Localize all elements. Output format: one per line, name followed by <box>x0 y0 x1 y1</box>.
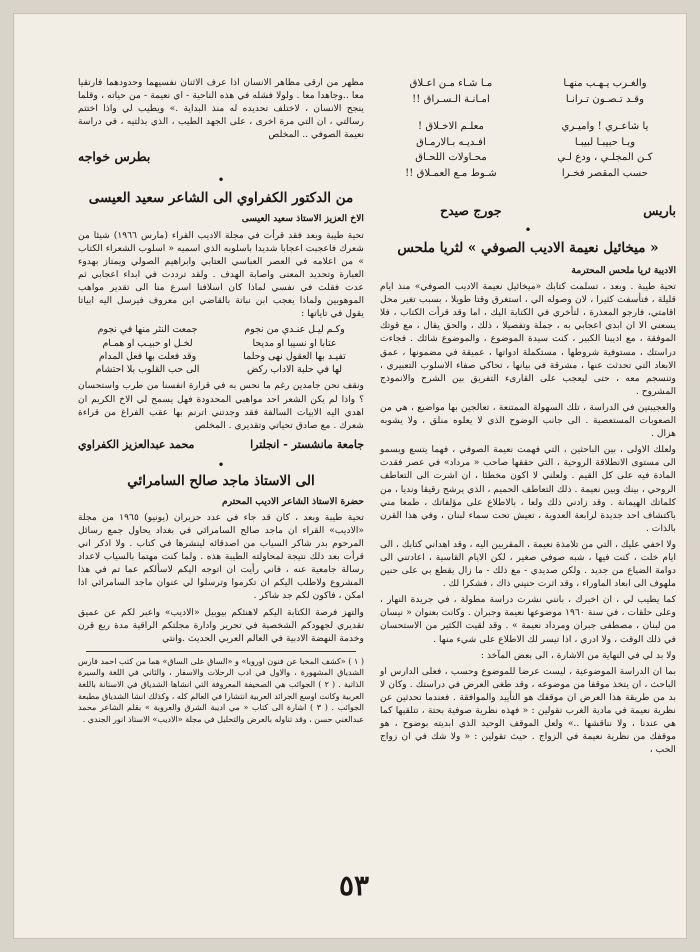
poem-verse: يا شاعـري ! واميـري <box>561 121 649 132</box>
footnotes: ( ١ ) «كشف المخبا عن فنون اوروبا» و «الساق على الساق» هما من كتب احمد فارس الشدياق المشهورة ، والاول في ادب الرحلات والاسفار ، والثاني في اللغة والسيرة الذاتية . ( ٢ ) الجوائب هي الصحيفة المعروفة التي انشاها الشدياق في الاستانة باللغة العربية وكانت اوسع الجرائد العربية انتشارا في العالم كله ، وكذلك انشا الشدياق مطبعة الجوائب . ( ٣ ) اشارة الى كتاب « مي اديبة الشرق والعروبة » بقلم الشاعر محمد عبدالغني حسن ، وقد تناوله بالعرض والتحليل في مجلة «الاديب» الاستاذ انور الجندي . <box>78 656 364 724</box>
page-number: ٥٣ <box>338 869 370 902</box>
poem-verse: حسب المقصر فخـرا <box>561 167 649 179</box>
salutation: الاخ العزيز الاستاذ سعيد العيسى <box>241 213 364 225</box>
poem-verse: الى حب القلوب بلا احتشام <box>95 364 200 376</box>
body-paragraph: ونقف نحن جامدين رغم ما نحس به في قرارة انفسنا من طرب واستحسان ؟ واذا لم يكن الشعر احد مواهبي المحدودة فهل يسمح لي الاخ الكريم ان اهدي اليه الابيات السالفة فقد وجدتني اترنم بها عقب الفراغ من قراءة شعرك . مع صادق تحياتي وتقديري . المخلص <box>78 380 364 431</box>
poem-verse: امـانـة الـسـراق !! <box>412 93 490 105</box>
body-paragraph: مظهر من ارقى مظاهر الانسان اذا عرف الاثنان نفسيهما وحدودهما فارتقيا معا ..وجاهدا معا . ولولا فشله في هذه الناحية - اي نعيمة - من حياته ، وقلما ينجح الانسان ، لاختلف تحديده له منذ البداية .» ويطيب لي واذا اختتم رسالتي ، ان التي مرة اخرى ، على الجهد الطيب ، الذي بذلتيه ، في دراسة نعيمة الصوفي .. المخلص <box>78 77 364 141</box>
poem-top-continued <box>380 119 676 181</box>
body-paragraph: تحية طيبة وبعد فقد قرأت في مجلة الاديب القراء (مارس ١٩٦٦) شيئا من شعرك فاعجبت اعجابا شديدا باسلوبه الذي اسميه « اسلوب الشعراء الكتاب » من اعلامه في العصر العباسي العتابي وابراهيم الصولي ويمتاز بهدوء العبارة وتحديد المعنى واصابة الهدف . ولقد ترددت في ابداء اعجابي ثم عدت فقلت في نفسي لماذا كان اسلافنا اسرع منا الى تقدير مواهب الموهوبين ولماذا يعجب ابن نباتة بالقاضي ابن معروف فيرسل اليه ابياتا يقول في تاياتها : <box>78 229 364 320</box>
poem-verse: كـن المجلـي ، ودع لـي <box>557 152 653 163</box>
salutation: حضرة الاستاذ الشاعر الاديب المحترم <box>222 495 364 507</box>
body-paragraph: ولعلك الاولى ، بين الباحثين ، التي فهمت نعيمة الصوفي ، فهما يتسع ويسمو الى مستوى الانطلاقة الروحية ، التي حققها صاحب « مرداد» في عصر فقدت المادة فيه على كل القيم . ولعلني لا اكون مخطئا ، ان اشرت الى التعاطف الروحي ، بينك وبين نعيمة . ذلك التعاطف الحميم ، الذي يرشح رقيقا ونديا ، من كلماتك الهيمانة . وقد زادني ذلك ولعا ، بالاطلاع على مؤلفاتك ، طمعا مني باكتشاف احد جديدة لرابعة العدوية ، تعيش تحت سماء لبنان ، وفي هذا القرن بالذات . <box>380 444 676 534</box>
body-paragraph: ولا اخفي عليك ، التي من تلامذة نعيمة ، المقربين اليه ، وقد اهداني كتابك ، الى ايام خلت ، كنت فيها ، شبه صوفي صغير ، لكن الايام القاسية ، اعادتني الى دوامة الضياع من جديد . ولكن صديدي - مع ذلك - ما زال يقطع بي على حنين ملهوف الى ابعاد الماوراء ، وقد اثرت حنيني ذاك ، فشكرا لك . <box>380 538 676 590</box>
poem-mid <box>78 323 364 376</box>
body-paragraph: والتهز فرصة الكتابة اليكم لاهنئكم بيوبيل «الاديب» واعبر لكم عن عميق تقديري لجهودكم الشخصية في تحرير وادارة مجلتكم الراقية مدة ربع قرن وخدمة النهضة الادبية في العالم العربي الحديث .وانتي <box>78 606 364 644</box>
letter-author: جورج صيدح <box>440 203 502 218</box>
body-paragraph: تحية طيبة . وبعد ، تسلمت كتابك «ميخائيل نعيمة الاديب الصوفي» منذ ايام قليلة ، فتأسفت كثيرا ، لان وصوله الي ، استغرق وقتا طويلا ، بسبب تغير محل اقامتي، فارجو المعذرة ، لتأخري في الكتابة اليك ، اما وقد قرأت الكتاب ، فلا يسعني الا ان ابدي اعجابي به ، جملة وتفصيلا ، ذلك ، والحق يقال ، مع قوتك الموفقة ، مع اديبنا الكبير ، كنت سيدة الموضوع ، والموضوع شائك . فجاءت دراستك ، مستوفية شروطها ، مستكملة ادواتها ، عميقة في مضمونها ، عمق الابعاد التي تحدثت عنها ، مشرقة في بيانها ، تحاكي صفاء الاسلوب التعبيري ، وتنسجم معه ، حتى ليعجب على القارىء التفريق بين الشرح والانموذج المشروح . <box>380 281 676 397</box>
poem-verse: والغـرب يـهـب منهـا <box>563 78 647 89</box>
section-separator: • <box>217 173 225 188</box>
poem-verse: وبـا حبيبـا لبيبـا <box>574 136 636 148</box>
body-paragraph: كما يطيب لي ، ان اخبرك ، بانني نشرت دراسة مطولة ، في جريدة النهار ، وعلى حلقات ، في سنة ١٩٦٠ موضوعها نعيمة وجبران . وكانت بعنوان « نيسان من لبنان ، مصطفى جبران ومرداد نعيمة » . وقد لقيت الكثير من الاستحسان في ذلك الوقت ، ولا ادري ، اذا تيسر لك الاطلاع على شيء منها . <box>380 594 676 645</box>
section-separator: • <box>524 223 532 237</box>
poem-verse: وكـم ليـل عنـدي من نجوم <box>244 324 345 336</box>
poem-verse: محـاولات اللحـاق <box>415 152 487 163</box>
salutation: الاديبة ثريا ملحس المحترمة <box>571 265 676 276</box>
letter-place: باريس <box>643 203 676 218</box>
footnote-divider <box>86 651 356 652</box>
section-separator: • <box>217 457 225 472</box>
letter-author-place: جامعة مانشستر - انجلترا <box>250 437 364 451</box>
letter-title: الى الاستاذ ماجد صالح السامرائي <box>127 472 315 489</box>
poem-verse: لخـل او حبيـب او همـام <box>102 337 193 349</box>
body-paragraph: بما ان الدراسة الموضوعية ، ليست عرضا للموضوع وحسب ، فعلى الدارس او الباحث ، ان يتخذ موقفا من موضوعه ، وقد طغى العرض في دراستك . وكان لا بد من طريقة هذا العرض ان موقفك هو التأييد والموافقة . فعندما تحدثين عن نظرية نعيمة في مادية الغرب تقولين : « فهذه نظرية صوفية بحتة ، تتلقيها كما هي عندنا ، ولا نناقشها ..» ولعل الموقف الوحيد الذي ابديته بوضوح ، هو موقفك من نظرية نعيمة في الزواج . حيث تقولين : « ولا شك في ان زواج الحب ، <box>380 665 676 756</box>
letter-author: بطرس خواجه <box>78 149 151 165</box>
body-paragraph: والعجيبتين في الدراسة ، تلك السهولة الممتنعة ، تعالجين بها مواضيع ، هي من الصعوبات المستعصية . الى جانب الوضوح الذي لا يعلوه منلق ، ولا يشوبه هزال . <box>380 401 676 440</box>
letter-author: محمد عبدالعزيز الكفراوي <box>78 437 195 451</box>
letter-title: « ميخائيل نعيمة الاديب الصوفي » لثريا ملحس <box>397 240 659 256</box>
right-column <box>380 76 676 759</box>
poem-verse: معلـم الاخـلاق ! <box>418 121 484 132</box>
body-paragraph: ولا بد لي في النهاية من الاشارة ، الى بعض المآخذ : <box>480 649 676 661</box>
poem-verse: عتابا او نسيبا او مديحا <box>252 337 337 349</box>
poem-verse: وقد فعلت بها فعل المدام <box>98 350 197 362</box>
letter-title: من الدكتور الكفراوي الى الشاعر سعيد العيسى <box>88 190 354 207</box>
poem-verse: لها في حلبة الاداب ركض <box>246 364 343 376</box>
poem-verse: شـوط مـع العمـلاق !! <box>405 167 497 179</box>
signature-row <box>78 438 364 451</box>
poem-verse: تفيـد بها العقول نهى وحلما <box>243 350 346 362</box>
poem-verse: وقـد تـصـون تـرانـا <box>565 93 645 105</box>
left-column <box>78 76 364 728</box>
poem-verse: افـديـه بـالارمـاق <box>416 136 486 148</box>
poem-verse: جمعت النثر منها في نجوم <box>97 324 198 336</box>
body-paragraph: تحية طيبة وبعد ، كان قد جاء في عدد حزيران (يونيو) ١٩٦٥ من مجلة «الاديب» القراء ان ماجد صالح السامرائي في بغداد يحاول جمع رسائل المرحوم بدر شاكر السياب من اصدقائه لينشرها في كتاب . ولا اذكر اني قرأت بعد ذلك نتيجة لمحاولته الطيبة هذه . ولما كنت مهتما بالسياب لاعداد رسالة جامعية عنه ، فاني رأيت ان اتوجه اليكم لاسألكم عما تم في هذا المشروع ولاطلب اليكم ان تكرموا وترسلوا لي عنوان ماجد السامرائي اذا امكن ، فاكون لكم جد شاكر . <box>78 511 364 602</box>
poem-top <box>380 76 676 107</box>
poem-verse: مـا شـاء مـن اعـلاق <box>409 78 493 89</box>
magazine-page <box>14 14 686 938</box>
signature-row <box>380 203 676 218</box>
